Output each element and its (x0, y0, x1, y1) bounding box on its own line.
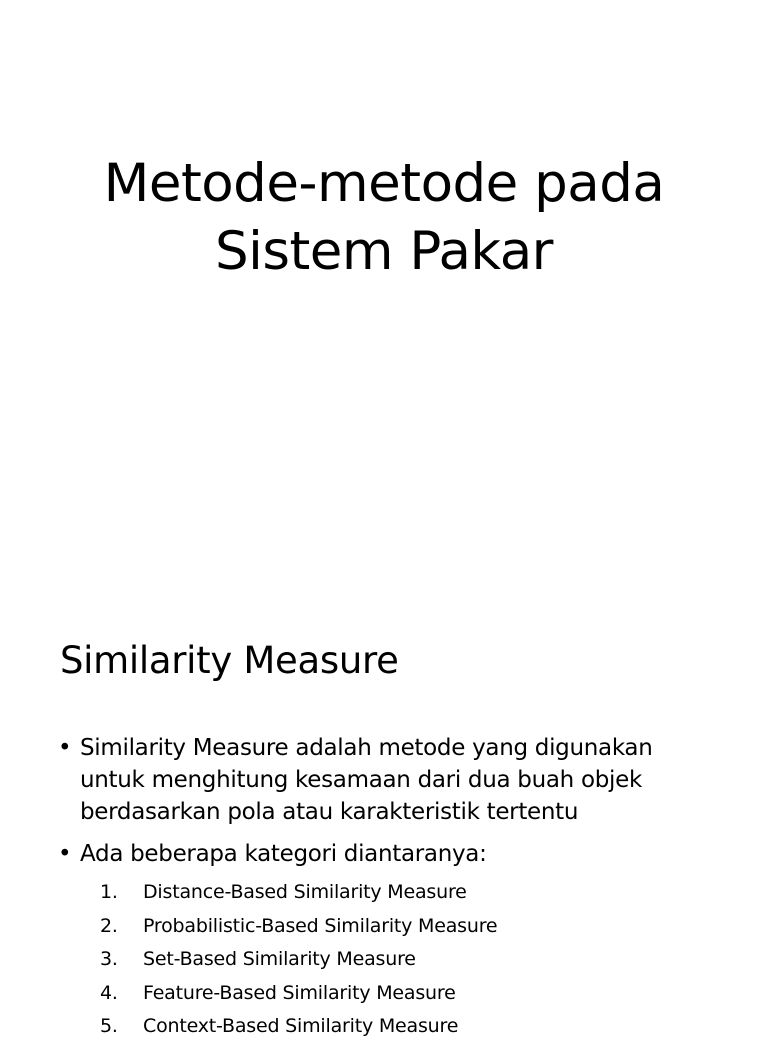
slide-2 (0, 576, 768, 1037)
list-item-number: 4. (100, 981, 118, 1004)
category-list (100, 876, 740, 1044)
list-item-number: 5. (100, 1015, 118, 1037)
bullet-line: untuk menghitung kesamaan dari dua buah objek (80, 767, 642, 793)
bullet-line: berdasarkan pola atau karakteristik tertentu (80, 799, 579, 825)
bullet-marker: • (58, 841, 72, 867)
bullet-line: Similarity Measure adalah metode yang digunakan (80, 735, 653, 761)
bullet-item-categories (58, 838, 738, 870)
bullet-marker: • (58, 735, 72, 761)
list-item-number: 1. (100, 881, 118, 903)
bullet-line: Ada beberapa kategori diantaranya: (80, 841, 487, 867)
slide-1-title-line-2: Sistem Pakar (215, 221, 553, 282)
slide-2-title: Similarity Measure (60, 639, 399, 682)
list-item (100, 943, 740, 977)
bullet-item-definition (58, 732, 738, 828)
list-item-text: Probabilistic-Based Similarity Measure (143, 914, 498, 937)
list-item (100, 876, 740, 910)
list-item-text: Set-Based Similarity Measure (143, 948, 416, 970)
list-item-text: Feature-Based Similarity Measure (143, 981, 456, 1004)
list-item-number: 3. (100, 948, 118, 970)
slide-1-title (0, 150, 768, 286)
list-item (100, 1010, 740, 1044)
bullet-list (58, 732, 738, 880)
list-item-text: Distance-Based Similarity Measure (143, 881, 467, 903)
list-item (100, 977, 740, 1011)
list-item-text: Context-Based Similarity Measure (143, 1015, 459, 1037)
list-item-number: 2. (100, 914, 118, 937)
slide-1-title-line-1: Metode-metode pada (103, 153, 665, 214)
list-item (100, 910, 740, 944)
